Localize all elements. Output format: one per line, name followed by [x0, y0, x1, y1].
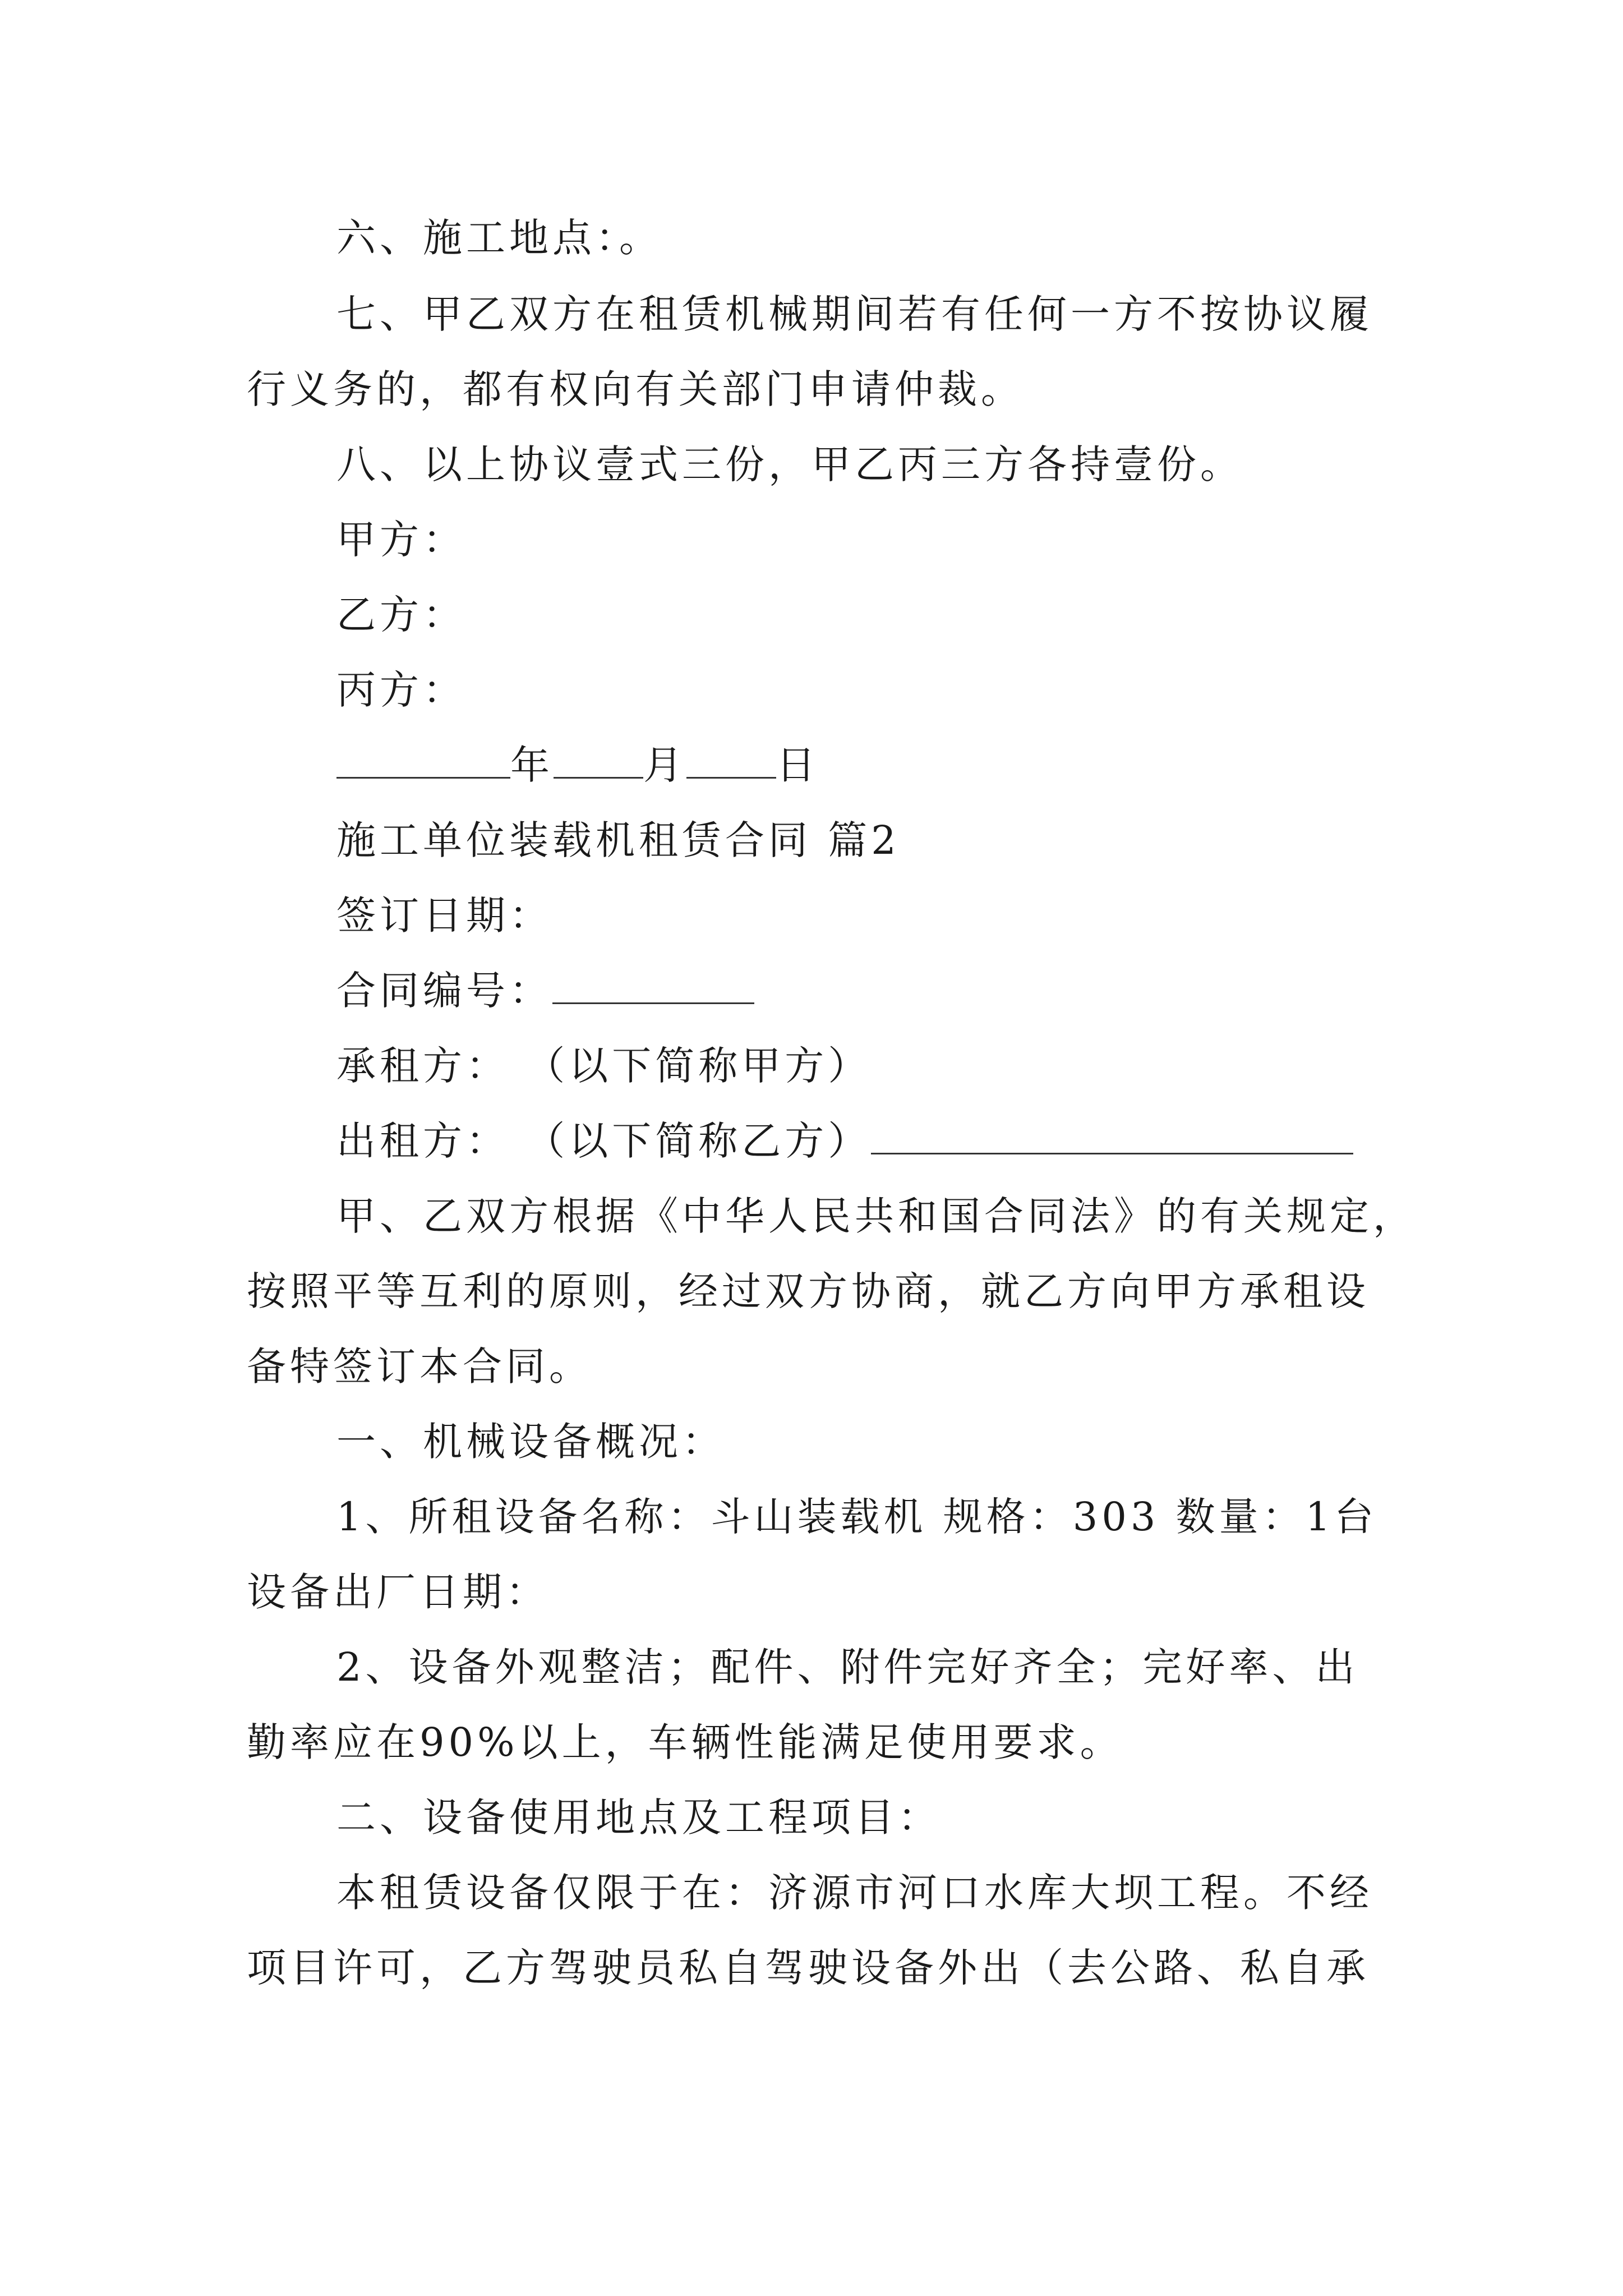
- clause-7-line-1: 七、甲乙双方在租赁机械期间若有任何一方不按协议履: [336, 291, 1373, 337]
- section-2-line-1: 本租赁设备仅限于在：济源市河口水库大坝工程。不经: [336, 1870, 1373, 1916]
- party-a-signature: 甲方：: [336, 517, 466, 563]
- year-label: 年: [510, 742, 554, 788]
- party-b-signature: 乙方：: [336, 592, 466, 638]
- party-c-signature: 丙方：: [336, 667, 466, 713]
- lessor-line: [336, 1113, 1353, 1169]
- contract-number-blank: [552, 963, 754, 1004]
- day-blank: [686, 738, 776, 779]
- intro-line-1: 甲、乙双方根据《中华人民共和国合同法》的有关规定，: [336, 1193, 1416, 1239]
- section-2-heading: 二、设备使用地点及工程项目：: [336, 1795, 941, 1841]
- year-blank: [336, 738, 510, 779]
- contract-title: 施工单位装载机租赁合同 篇2: [336, 817, 900, 863]
- clause-6: 六、施工地点：。: [336, 215, 662, 261]
- day-label: 日: [776, 742, 819, 788]
- clause-7-line-2: 行义务的，都有权向有关部门申请仲裁。: [247, 366, 1024, 412]
- signing-date: 签订日期：: [336, 892, 552, 938]
- contract-number-line: [336, 963, 754, 1019]
- lessor-label: 出租方： （以下简称乙方）: [336, 1118, 872, 1164]
- section-1-heading: 一、机械设备概况：: [336, 1419, 725, 1465]
- lessee-line: 承租方： （以下简称甲方）: [336, 1043, 872, 1089]
- intro-line-3: 备特签订本合同。: [247, 1343, 592, 1389]
- clause-8: 八、以上协议壹式三份，甲乙丙三方各持壹份。: [336, 441, 1243, 487]
- contract-number-label: 合同编号：: [336, 968, 552, 1014]
- section-1-item-2-line-1: 2、设备外观整洁；配件、附件完好齐全；完好率、出: [336, 1644, 1359, 1690]
- section-2-line-2: 项目许可，乙方驾驶员私自驾驶设备外出（去公路、私自承: [247, 1945, 1370, 1991]
- section-1-item-1-line-2: 设备出厂日期：: [247, 1569, 549, 1615]
- date-line: [336, 737, 819, 793]
- intro-line-2: 按照平等互利的原则，经过双方协商，就乙方向甲方承租设: [247, 1268, 1370, 1314]
- section-1-item-1-line-1: 1、所租设备名称：斗山装载机 规格：303 数量：1台: [336, 1494, 1378, 1540]
- month-blank: [554, 738, 643, 779]
- lessor-blank: [871, 1114, 1353, 1154]
- month-label: 月: [643, 742, 686, 788]
- section-1-item-2-line-2: 勤率应在90%以上，车辆性能满足使用要求。: [247, 1719, 1123, 1765]
